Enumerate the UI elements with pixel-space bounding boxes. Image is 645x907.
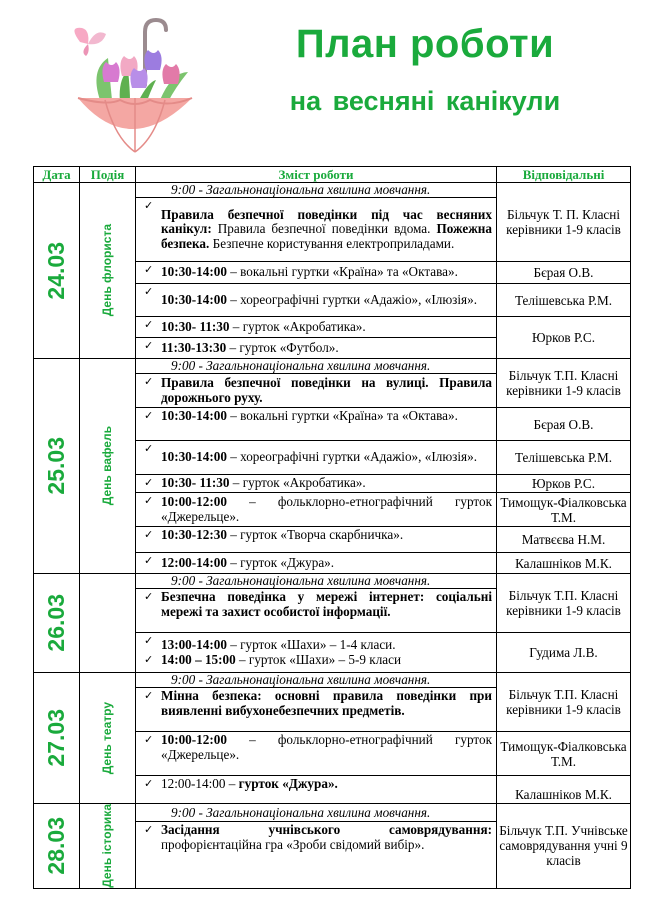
activity-cell: ✓ 10:30- 11:30 – гурток «Акробатика». <box>136 475 497 493</box>
responsible-cell: Більчук Т.П. Учнівське самоврядування учні 9 класів <box>497 804 631 889</box>
responsible-cell: Тимощук-Фіалковська Т.М. <box>497 732 631 776</box>
event-cell: День вафель <box>80 359 136 574</box>
responsible-cell: Бєрая О.В. <box>497 408 631 441</box>
responsible-cell: Бєрая О.В. <box>497 262 631 284</box>
table-row <box>34 183 631 198</box>
table-row <box>34 673 631 688</box>
event-cell <box>80 574 136 673</box>
responsible-cell: Калашніков М.К. <box>497 776 631 804</box>
activity-cell: ✓ 10:00-12:00 – фольклорно-етнографічний гурток «Джерельце». <box>136 493 497 527</box>
page-subtitle: на весняні канікули <box>289 86 561 116</box>
header-responsible: Відповідальні <box>497 167 631 183</box>
activity-cell: ✓ 13:00-14:00 – гурток «Шахи» – 1-4 класи. ✓ 14:00 – 15:00 – гурток «Шахи» – 5-9 класи <box>136 633 497 673</box>
header-date: Дата <box>34 167 80 183</box>
activity-cell: ✓ Мінна безпека: основні правила поведінки при виявленні вибухонебезпечних предметів. <box>136 688 497 732</box>
responsible-cell: Більчук Т.П. Класні керівники 1-9 класів <box>497 673 631 732</box>
page-title: План роботи <box>295 22 555 66</box>
responsible-cell: Більчук Т.П. Класні керівники 1-9 класів <box>497 574 631 633</box>
event-cell: День історика <box>80 804 136 889</box>
activity-cell: ✓ 10:30-12:30 – гурток «Творча скарбничка». <box>136 527 497 553</box>
activity-cell: ✓ 10:30-14:00 – хореографічні гуртки «Адажіо», «Ілюзія». <box>136 284 497 317</box>
date-cell: 28.03 <box>34 804 80 889</box>
activity-cell: ✓ 12:00-14:00 – гурток «Джура». <box>136 553 497 574</box>
responsible-cell: Телішевська Р.М. <box>497 441 631 475</box>
responsible-cell: Матвєєва Н.М. <box>497 527 631 553</box>
date-cell: 27.03 <box>34 673 80 804</box>
responsible-cell: Калашніков М.К. <box>497 553 631 574</box>
responsible-cell: Юрков Р.С. <box>497 475 631 493</box>
minute-of-silence: 9:00 - Загальнонаціональна хвилина мовчання. <box>136 673 497 688</box>
date-cell: 26.03 <box>34 574 80 673</box>
activity-cell: ✓ 11:30-13:30 – гурток «Футбол». <box>136 338 497 359</box>
activity-cell: ✓ Правила безпечної поведінки на вулиці. Правила дорожнього руху. <box>136 374 497 408</box>
minute-of-silence: 9:00 - Загальнонаціональна хвилина мовчання. <box>136 183 497 198</box>
activity-cell: ✓ 10:30- 11:30 – гурток «Акробатика». <box>136 317 497 338</box>
header-event: Подія <box>80 167 136 183</box>
table-row <box>34 574 631 589</box>
umbrella-tulips-icon <box>60 10 200 160</box>
event-cell: День театру <box>80 673 136 804</box>
header-content: Зміст роботи <box>136 167 497 183</box>
responsible-cell: Телішевська Р.М. <box>497 284 631 317</box>
minute-of-silence: 9:00 - Загальнонаціональна хвилина мовчання. <box>136 804 497 822</box>
activity-cell: ✓ 10:30-14:00 – вокальні гуртки «Країна» та «Октава». <box>136 262 497 284</box>
schedule-table <box>33 166 631 889</box>
table-header-row <box>34 167 631 183</box>
activity-cell: ✓ Безпечна поведінка у мережі інтернет: соціальні мережі та захист особистої інформації. <box>136 589 497 633</box>
responsible-cell: Більчук Т.П. Класні керівники 1-9 класів <box>497 359 631 408</box>
responsible-cell: Гудима Л.В. <box>497 633 631 673</box>
minute-of-silence: 9:00 - Загальнонаціональна хвилина мовчання. <box>136 574 497 589</box>
minute-of-silence: 9:00 - Загальнонаціональна хвилина мовчання. <box>136 359 497 374</box>
responsible-cell: Юрков Р.С. <box>497 317 631 359</box>
activity-cell: ✓ 10:00-12:00 – фольклорно-етнографічний гурток «Джерельце». <box>136 732 497 776</box>
responsible-cell: Тимощук-Фіалковська Т.М. <box>497 493 631 527</box>
date-cell: 25.03 <box>34 359 80 574</box>
responsible-cell: Більчук Т. П. Класні керівники 1-9 класів <box>497 183 631 262</box>
activity-cell: ✓ Засідання учнівського самоврядування: профорієнтаційна гра «Зроби свідомий вибір». <box>136 822 497 888</box>
date-cell: 24.03 <box>34 183 80 359</box>
table-row <box>34 359 631 374</box>
table-row <box>34 804 631 822</box>
event-cell: День флориста <box>80 183 136 359</box>
activity-cell: ✓ 10:30-14:00 – хореографічні гуртки «Адажіо», «Ілюзія». <box>136 441 497 475</box>
activity-cell: ✓ 12:00-14:00 – гурток «Джура». <box>136 776 497 804</box>
activity-cell: ✓ 10:30-14:00 – вокальні гуртки «Країна» та «Октава». <box>136 408 497 441</box>
activity-cell: ✓ Правила безпечної поведінки під час весняних канікул: Правила безпечної поведінки вдома. Пожежна безпека. Безпечне користування електроприладами. <box>136 198 497 262</box>
